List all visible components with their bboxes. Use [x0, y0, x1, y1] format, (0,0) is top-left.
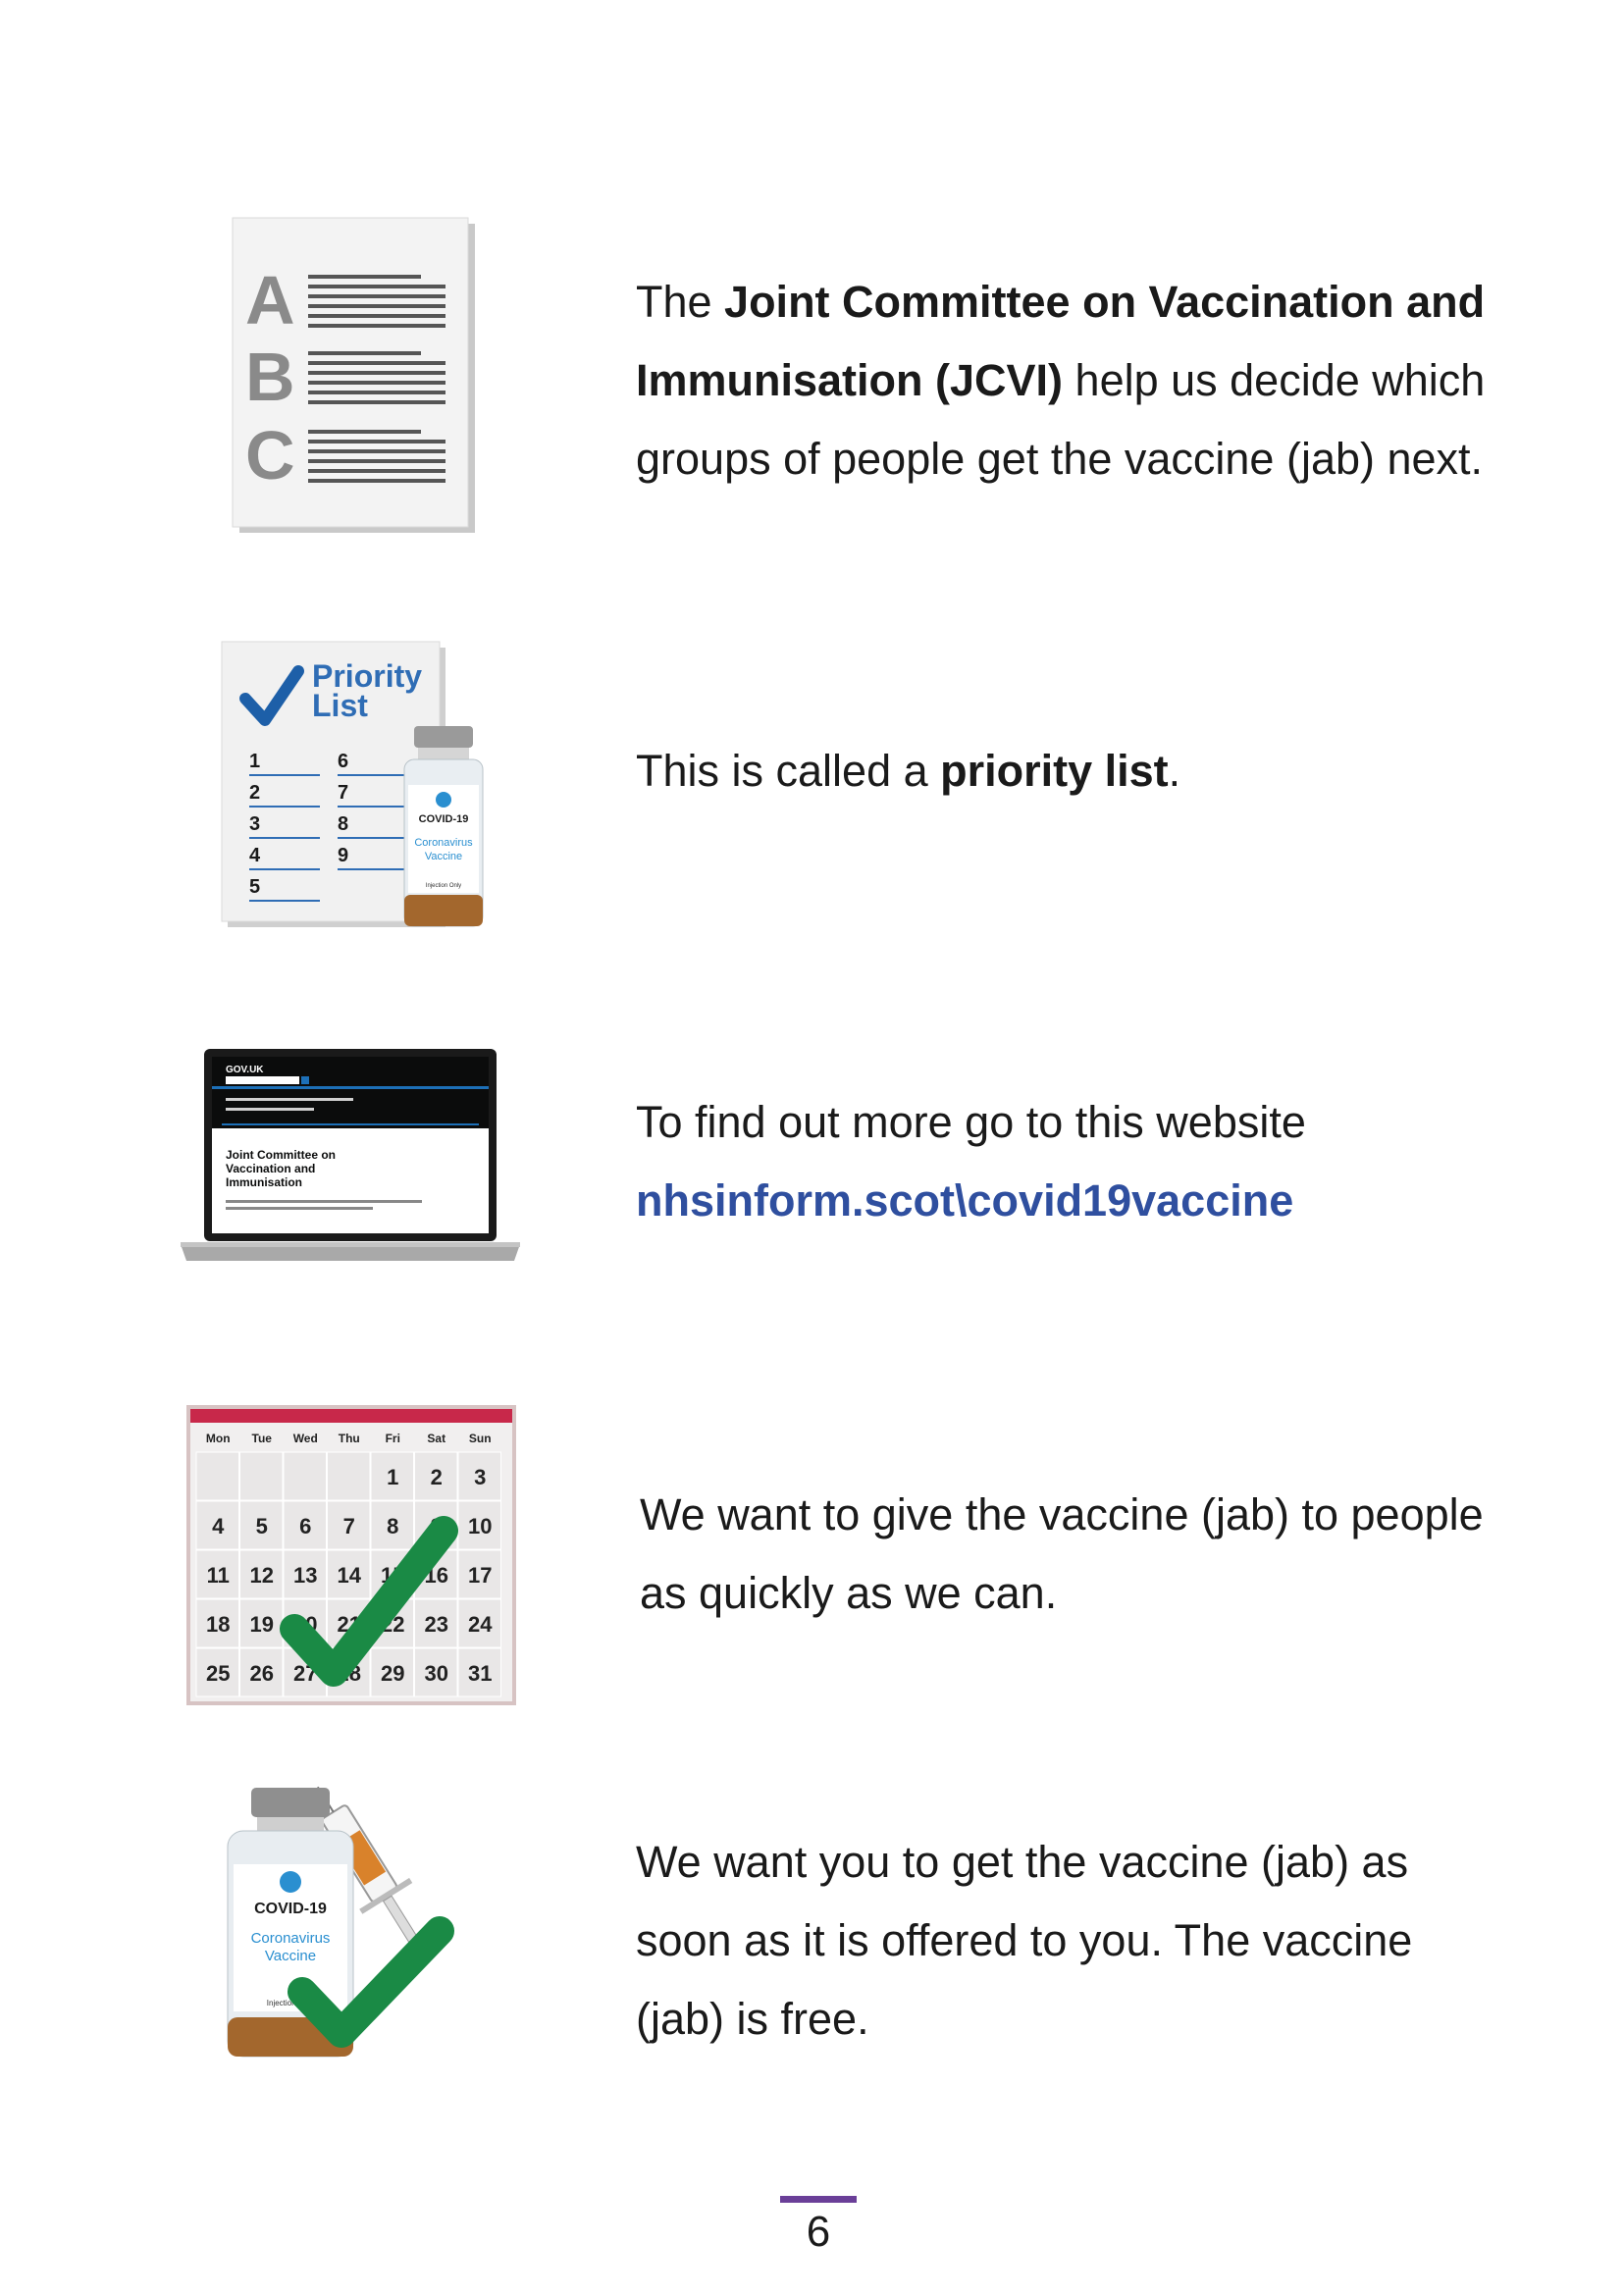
priority-list-term: priority list — [940, 746, 1169, 796]
svg-text:Vaccination and: Vaccination and — [226, 1162, 316, 1175]
calendar-date: 14 — [337, 1563, 361, 1588]
svg-text:5: 5 — [249, 876, 261, 898]
calendar-date: 29 — [381, 1661, 405, 1686]
calendar-icon — [186, 1405, 520, 1714]
calendar-date: 24 — [468, 1612, 493, 1637]
vaccine-syringe-icon — [214, 1786, 479, 2075]
svg-text:List: List — [312, 688, 368, 723]
svg-text:GOV.UK: GOV.UK — [226, 1065, 264, 1075]
free-vaccine-paragraph: We want you to get the vaccine (jab) as soon as it is offered to you. The vaccine (jab) is free. — [636, 1837, 1413, 2044]
calendar-date: 10 — [468, 1514, 493, 1538]
calendar-date: 5 — [255, 1514, 268, 1538]
calendar-date: 3 — [474, 1465, 487, 1489]
priority-list-paragraph: This is called a priority list. — [636, 746, 1181, 796]
svg-text:Joint Committee on: Joint Committee on — [226, 1148, 337, 1162]
calendar-date: 19 — [249, 1612, 274, 1637]
calendar-date: 17 — [468, 1563, 493, 1588]
svg-text:7: 7 — [338, 782, 349, 804]
calendar-date: 28 — [337, 1661, 361, 1686]
svg-text:3: 3 — [249, 813, 261, 835]
calendar-date: 11 — [206, 1563, 230, 1588]
svg-text:COVID-19: COVID-19 — [418, 813, 469, 825]
calendar-cell — [284, 1452, 327, 1500]
svg-text:8: 8 — [338, 813, 349, 835]
calendar-date: 2 — [430, 1465, 443, 1489]
calendar-date: 26 — [249, 1661, 274, 1686]
calendar-date: 1 — [387, 1465, 399, 1489]
calendar-day-header: Sun — [468, 1432, 492, 1445]
svg-text:Coronavirus: Coronavirus — [414, 837, 473, 849]
svg-text:B: B — [245, 339, 295, 415]
svg-text:Injection Only: Injection Only — [266, 1999, 315, 2007]
page-number: 6 — [806, 2208, 831, 2256]
svg-text:Vaccine: Vaccine — [424, 851, 463, 862]
calendar-cell — [328, 1452, 371, 1500]
calendar-date: 13 — [293, 1563, 318, 1588]
laptop-icon — [179, 1045, 522, 1271]
svg-text:6: 6 — [338, 751, 349, 772]
calendar-date: 25 — [206, 1661, 231, 1686]
calendar-day-header: Wed — [292, 1432, 318, 1445]
calendar-date: 4 — [212, 1514, 225, 1538]
calendar-cell — [196, 1452, 239, 1500]
calendar-date: 6 — [299, 1514, 312, 1538]
jcvi-paragraph: The Joint Committee on Vaccination and Immunisation (JCVI) help us decide which groups of people get the vaccine (jab) next. — [636, 277, 1486, 484]
calendar-date: 27 — [293, 1661, 318, 1686]
abc-document-icon — [228, 216, 483, 545]
svg-text:1: 1 — [249, 751, 261, 772]
website-intro: To find out more go to this website — [636, 1097, 1306, 1147]
calendar-date: 15 — [381, 1563, 405, 1588]
calendar-date: 31 — [468, 1661, 493, 1686]
svg-text:4: 4 — [249, 845, 261, 866]
svg-text:Coronavirus: Coronavirus — [250, 1930, 331, 1947]
svg-text:9: 9 — [338, 845, 349, 866]
calendar-date: 12 — [249, 1563, 274, 1588]
calendar-cell — [240, 1452, 284, 1500]
calendar-day-header: Sat — [427, 1432, 446, 1445]
calendar-date: 7 — [342, 1514, 355, 1538]
calendar-date: 22 — [381, 1612, 405, 1637]
svg-text:COVID-19: COVID-19 — [254, 1901, 327, 1917]
priority-list-icon — [218, 638, 502, 937]
calendar-day-header: Fri — [385, 1432, 400, 1445]
website-paragraph — [636, 1083, 1519, 1240]
svg-text:A: A — [245, 262, 295, 339]
calendar-date: 20 — [293, 1612, 318, 1637]
quickly-paragraph: We want to give the vaccine (jab) to people as quickly as we can. — [640, 1489, 1484, 1618]
page-number-rule — [780, 2196, 857, 2203]
calendar-date: 30 — [424, 1661, 448, 1686]
jcvi-name: Joint Committee on Vaccination and Immunisation (JCVI) — [636, 277, 1486, 405]
calendar-date: 18 — [206, 1612, 231, 1637]
svg-text:2: 2 — [249, 782, 261, 804]
calendar-date: 8 — [387, 1514, 399, 1538]
svg-text:C: C — [245, 417, 295, 494]
svg-text:Priority: Priority — [312, 658, 423, 694]
calendar-day-header: Thu — [338, 1432, 360, 1445]
calendar-day-header: Tue — [251, 1432, 272, 1445]
svg-text:Immunisation: Immunisation — [226, 1175, 303, 1189]
nhsinform-link[interactable]: nhsinform.scot\covid19vaccine — [636, 1175, 1294, 1225]
calendar-date: 16 — [424, 1563, 448, 1588]
calendar-day-header: Mon — [205, 1432, 231, 1445]
calendar-date: 9 — [430, 1514, 443, 1538]
calendar-date: 23 — [424, 1612, 448, 1637]
svg-text:Injection Only: Injection Only — [425, 883, 462, 889]
calendar-date: 21 — [337, 1612, 361, 1637]
svg-text:Vaccine: Vaccine — [264, 1948, 317, 1964]
